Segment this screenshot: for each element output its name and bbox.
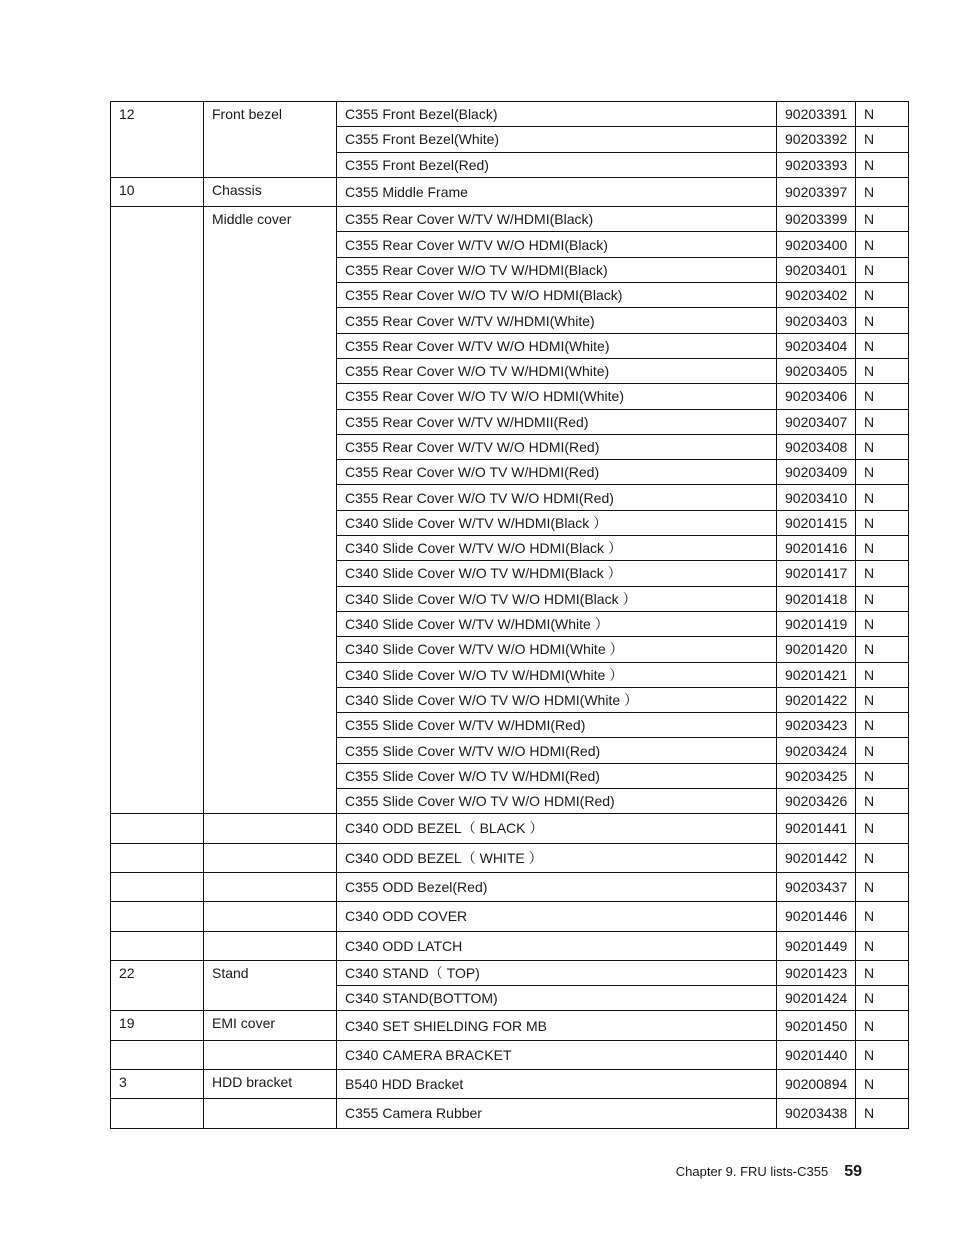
- cell-part-number: 90201449: [777, 931, 856, 960]
- cell-index: [111, 207, 204, 814]
- table-row: [111, 872, 909, 901]
- cell-cru-id: N: [856, 789, 909, 814]
- cell-cru-id: N: [856, 931, 909, 960]
- cell-part-number: 90203401: [777, 257, 856, 282]
- cell-index: 12: [111, 102, 204, 178]
- cell-cru-id: N: [856, 485, 909, 510]
- cell-description: C355 Slide Cover W/TV W/O HDMI(Red): [337, 738, 777, 763]
- cell-index: [111, 1040, 204, 1069]
- chapter-title: Chapter 9. FRU lists-C355: [675, 1164, 829, 1179]
- cell-fru: [204, 843, 337, 872]
- cell-cru-id: N: [856, 713, 909, 738]
- cell-description: C340 Slide Cover W/O TV W/O HDMI(Black ）: [337, 586, 777, 611]
- cell-cru-id: N: [856, 358, 909, 383]
- cell-fru: [204, 1099, 337, 1128]
- table-row: [111, 1069, 909, 1098]
- cell-cru-id: N: [856, 960, 909, 985]
- cell-cru-id: N: [856, 561, 909, 586]
- cell-part-number: 90203402: [777, 283, 856, 308]
- cell-cru-id: N: [856, 207, 909, 232]
- cell-cru-id: N: [856, 152, 909, 177]
- cell-description: C340 Slide Cover W/TV W/HDMI(White ）: [337, 611, 777, 636]
- cell-part-number: 90201415: [777, 510, 856, 535]
- cell-description: C355 Rear Cover W/TV W/O HDMI(Black): [337, 232, 777, 257]
- cell-description: C355 Rear Cover W/O TV W/HDMI(Red): [337, 460, 777, 485]
- cell-description: C355 Slide Cover W/O TV W/O HDMI(Red): [337, 789, 777, 814]
- cell-cru-id: N: [856, 232, 909, 257]
- cell-cru-id: N: [856, 1069, 909, 1098]
- table-row: [111, 177, 909, 206]
- cell-part-number: 90203410: [777, 485, 856, 510]
- cell-cru-id: N: [856, 283, 909, 308]
- cell-description: C355 Front Bezel(Black): [337, 102, 777, 127]
- cell-part-number: 90201424: [777, 986, 856, 1011]
- table-row: [111, 902, 909, 931]
- cell-part-number: 90201441: [777, 814, 856, 843]
- cell-index: [111, 872, 204, 901]
- cell-part-number: 90201450: [777, 1011, 856, 1040]
- cell-part-number: 90201419: [777, 611, 856, 636]
- cell-part-number: 90203438: [777, 1099, 856, 1128]
- cell-cru-id: N: [856, 1099, 909, 1128]
- cell-part-number: 90203437: [777, 872, 856, 901]
- cell-part-number: 90201422: [777, 687, 856, 712]
- cell-cru-id: N: [856, 409, 909, 434]
- cell-index: 22: [111, 960, 204, 1011]
- cell-fru: Stand: [204, 960, 337, 1011]
- cell-description: C355 Front Bezel(Red): [337, 152, 777, 177]
- cell-fru: Chassis: [204, 177, 337, 206]
- cell-part-number: 90203403: [777, 308, 856, 333]
- cell-description: C340 Slide Cover W/O TV W/HDMI(White ）: [337, 662, 777, 687]
- cell-description: C355 Rear Cover W/O TV W/O HDMI(Black): [337, 283, 777, 308]
- cell-part-number: 90201418: [777, 586, 856, 611]
- cell-description: C340 SET SHIELDING FOR MB: [337, 1011, 777, 1040]
- cell-cru-id: N: [856, 434, 909, 459]
- cell-description: C340 Slide Cover W/TV W/O HDMI(Black ）: [337, 536, 777, 561]
- cell-description: C340 ODD BEZEL（ BLACK ）: [337, 814, 777, 843]
- cell-part-number: 90203404: [777, 333, 856, 358]
- cell-description: C340 CAMERA BRACKET: [337, 1040, 777, 1069]
- cell-description: C355 Rear Cover W/O TV W/HDMI(White): [337, 358, 777, 383]
- cell-cru-id: N: [856, 257, 909, 282]
- cell-index: [111, 902, 204, 931]
- cell-fru: [204, 931, 337, 960]
- cell-fru: [204, 814, 337, 843]
- cell-cru-id: N: [856, 637, 909, 662]
- cell-part-number: 90203397: [777, 177, 856, 206]
- cell-fru: EMI cover: [204, 1011, 337, 1040]
- cell-description: C355 Rear Cover W/O TV W/O HDMI(White): [337, 384, 777, 409]
- cell-cru-id: N: [856, 102, 909, 127]
- cell-part-number: 90201446: [777, 902, 856, 931]
- cell-description: C355 Slide Cover W/O TV W/HDMI(Red): [337, 763, 777, 788]
- cell-index: [111, 843, 204, 872]
- table-row: [111, 814, 909, 843]
- cell-cru-id: N: [856, 536, 909, 561]
- cell-description: C340 STAND（ TOP): [337, 960, 777, 985]
- cell-description: C340 ODD BEZEL（ WHITE ）: [337, 843, 777, 872]
- cell-description: C340 STAND(BOTTOM): [337, 986, 777, 1011]
- cell-part-number: 90203409: [777, 460, 856, 485]
- cell-part-number: 90203391: [777, 102, 856, 127]
- cell-cru-id: N: [856, 586, 909, 611]
- cell-part-number: 90203426: [777, 789, 856, 814]
- cell-description: C355 Slide Cover W/TV W/HDMI(Red): [337, 713, 777, 738]
- cell-description: C355 Rear Cover W/TV W/HDMI(White): [337, 308, 777, 333]
- cell-description: C355 ODD Bezel(Red): [337, 872, 777, 901]
- cell-cru-id: N: [856, 986, 909, 1011]
- cell-index: 19: [111, 1011, 204, 1040]
- table-row: [111, 931, 909, 960]
- cell-cru-id: N: [856, 308, 909, 333]
- fru-table-body: [111, 102, 909, 1129]
- cell-index: [111, 931, 204, 960]
- cell-description: C355 Rear Cover W/TV W/HDMI(Black): [337, 207, 777, 232]
- cell-cru-id: N: [856, 1011, 909, 1040]
- cell-cru-id: N: [856, 127, 909, 152]
- table-row: [111, 1099, 909, 1128]
- cell-part-number: 90203423: [777, 713, 856, 738]
- cell-fru: [204, 1040, 337, 1069]
- cell-cru-id: N: [856, 763, 909, 788]
- cell-description: C340 ODD COVER: [337, 902, 777, 931]
- cell-part-number: 90203424: [777, 738, 856, 763]
- cell-index: [111, 1099, 204, 1128]
- table-row: [111, 1040, 909, 1069]
- table-row: [111, 960, 909, 985]
- cell-part-number: 90200894: [777, 1069, 856, 1098]
- table-row: [111, 843, 909, 872]
- cell-part-number: 90203405: [777, 358, 856, 383]
- cell-description: C355 Rear Cover W/TV W/O HDMI(White): [337, 333, 777, 358]
- cell-cru-id: N: [856, 738, 909, 763]
- page-number: 59: [844, 1163, 862, 1180]
- cell-cru-id: N: [856, 872, 909, 901]
- cell-description: B540 HDD Bracket: [337, 1069, 777, 1098]
- table-row: [111, 207, 909, 232]
- cell-fru: Middle cover: [204, 207, 337, 814]
- cell-part-number: 90203399: [777, 207, 856, 232]
- cell-part-number: 90203406: [777, 384, 856, 409]
- cell-cru-id: N: [856, 333, 909, 358]
- cell-description: C340 ODD LATCH: [337, 931, 777, 960]
- cell-part-number: 90203392: [777, 127, 856, 152]
- cell-cru-id: N: [856, 843, 909, 872]
- cell-cru-id: N: [856, 662, 909, 687]
- cell-index: [111, 814, 204, 843]
- cell-cru-id: N: [856, 384, 909, 409]
- cell-part-number: 90201417: [777, 561, 856, 586]
- cell-description: C355 Rear Cover W/TV W/O HDMI(Red): [337, 434, 777, 459]
- cell-description: C355 Rear Cover W/O TV W/HDMI(Black): [337, 257, 777, 282]
- cell-fru: Front bezel: [204, 102, 337, 178]
- cell-part-number: 90203407: [777, 409, 856, 434]
- cell-description: C340 Slide Cover W/TV W/HDMI(Black ）: [337, 510, 777, 535]
- cell-description: C355 Front Bezel(White): [337, 127, 777, 152]
- cell-description: C355 Rear Cover W/TV W/HDMII(Red): [337, 409, 777, 434]
- page-footer: [676, 1163, 862, 1181]
- cell-cru-id: N: [856, 177, 909, 206]
- cell-cru-id: N: [856, 611, 909, 636]
- fru-table: [110, 101, 909, 1129]
- cell-fru: [204, 902, 337, 931]
- cell-part-number: 90203425: [777, 763, 856, 788]
- cell-part-number: 90203408: [777, 434, 856, 459]
- table-row: [111, 102, 909, 127]
- cell-fru: [204, 872, 337, 901]
- cell-description: C340 Slide Cover W/TV W/O HDMI(White ）: [337, 637, 777, 662]
- cell-part-number: 90201416: [777, 536, 856, 561]
- cell-cru-id: N: [856, 814, 909, 843]
- cell-part-number: 90201423: [777, 960, 856, 985]
- cell-part-number: 90201420: [777, 637, 856, 662]
- cell-description: C340 Slide Cover W/O TV W/HDMI(Black ）: [337, 561, 777, 586]
- cell-part-number: 90201440: [777, 1040, 856, 1069]
- cell-part-number: 90201421: [777, 662, 856, 687]
- cell-cru-id: N: [856, 1040, 909, 1069]
- cell-cru-id: N: [856, 510, 909, 535]
- cell-description: C355 Middle Frame: [337, 177, 777, 206]
- cell-description: C340 Slide Cover W/O TV W/O HDMI(White ）: [337, 687, 777, 712]
- cell-part-number: 90201442: [777, 843, 856, 872]
- cell-fru: HDD bracket: [204, 1069, 337, 1098]
- cell-index: 10: [111, 177, 204, 206]
- cell-part-number: 90203393: [777, 152, 856, 177]
- cell-cru-id: N: [856, 460, 909, 485]
- table-row: [111, 1011, 909, 1040]
- cell-index: 3: [111, 1069, 204, 1098]
- cell-cru-id: N: [856, 902, 909, 931]
- cell-description: C355 Rear Cover W/O TV W/O HDMI(Red): [337, 485, 777, 510]
- cell-cru-id: N: [856, 687, 909, 712]
- cell-part-number: 90203400: [777, 232, 856, 257]
- cell-description: C355 Camera Rubber: [337, 1099, 777, 1128]
